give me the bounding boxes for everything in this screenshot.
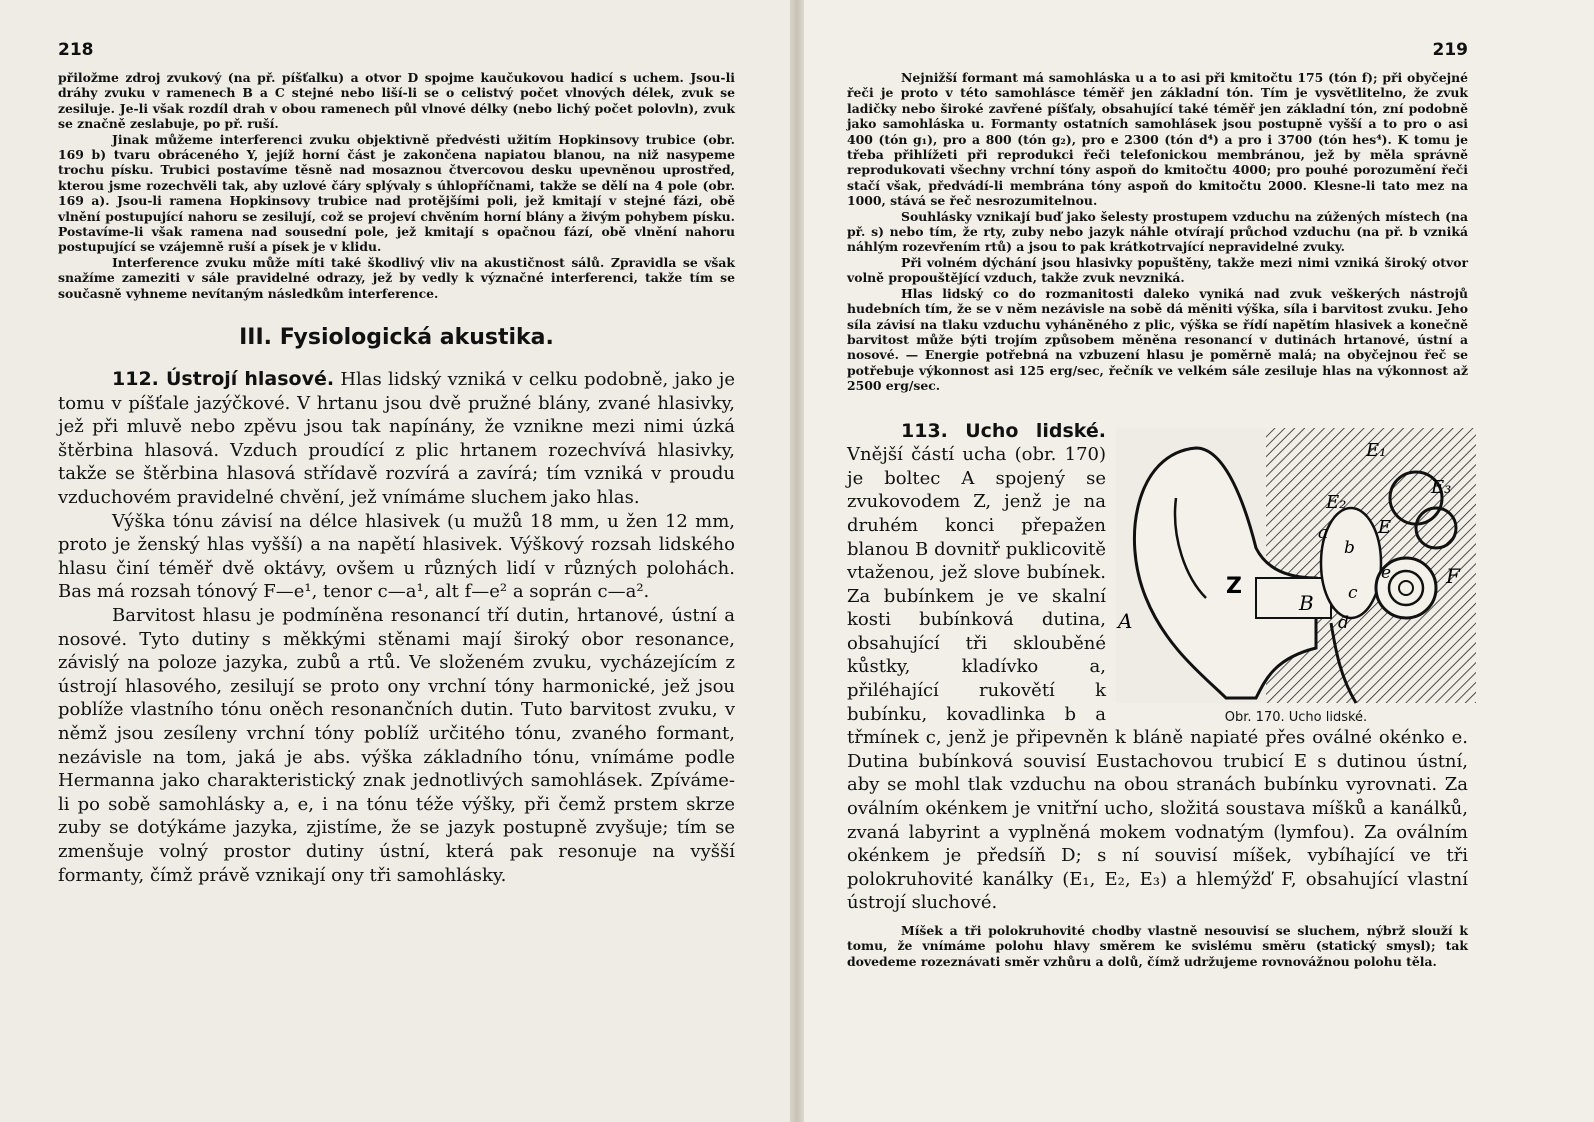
right-page <box>797 0 1594 1122</box>
paragraph: Nejnižší formant má samohláska u a to asi při kmitočtu 175 (tón f); při obyčejné řeči je proto v této samohlásce téměř jen základní tón. Tím je vysvětlitelno, že zvuk ladičky nebo široké zavřené píšťaly, obsahující také téměř jen základní tón, zní podobně jako samohláska u. Formanty ostatních samohlásek jsou postupně vyšší a to pro o asi 400 (tón g₁), pro a 800 (tón g₂), pro e 2300 (tón d⁴) a pro i 3700 (tón hes⁴). K tomu je třeba přihlížeti při reprodukci řeči telefonickou membránou, jež by měla správně reprodukovati všechny vrchní tóny aspoň do kmitočtu 4000; pro pouhé porozumění řeči stačí však, předvádí-li membrána tóny aspoň do kmitočtu 2000. Klesne-li tato mez na 1000, stává se řeč nesrozumitelnou. <box>847 70 1468 209</box>
label-B: B <box>1299 590 1314 615</box>
paragraph: Interference zvuku může míti také škodlivý vliv na akustičnost sálů. Zpravidla se však snažíme zameziti v sále pravidelné odrazy, jež by vedly k význačné interferenci, takže tím se současně vyhneme nevítaným následkům interference. <box>58 254 735 301</box>
label-d: d <box>1338 612 1349 633</box>
section-heading-112: 112. Ústrojí hlasové. <box>112 368 335 391</box>
label-E: E <box>1378 516 1392 538</box>
label-E2: E₂ <box>1326 491 1347 513</box>
paragraph-112 <box>58 368 735 510</box>
label-Z: Z <box>1226 573 1242 599</box>
section-heading-113: 113. Ucho lidské. <box>901 419 1106 442</box>
figure-ear <box>1116 428 1476 725</box>
paragraph: Při volném dýchání jsou hlasivky popuštěny, takže mezi nimi vzniká široký otvor volně propouštějící vzduch, takže zvuk nevzniká. <box>847 254 1468 286</box>
page-number-right: 219 <box>1432 40 1468 60</box>
label-E3: E₃ <box>1431 476 1452 498</box>
label-e: e <box>1381 562 1392 583</box>
ear-diagram <box>1116 428 1476 708</box>
label-a: a <box>1318 522 1329 543</box>
label-E1: E₁ <box>1366 439 1387 461</box>
section-title: III. Fysiologická akustika. <box>239 325 554 351</box>
paragraph-text: Vnější částí ucha (obr. 170) je boltec A spojený se zvukovodem Z, jenž je na druhém konci přepažen blanou B dovnitř puklicovitě vtaženou, jež slove bubínek. Za bubínkem je ve skalní kosti bubínková dutina, obsahující tři sklouběné kůstky, kladívko a, přiléhající rukovětí k bubínku, kovadlinka b a třmínek c, jenž je připevněn k bláně napiaté přes oválné okénko e. Dutina bubínková souvisí Eustachovou trubicí E s dutinou ústní, aby se mohl tlak vzduchu na obou stranách bubínku vyrovnati. Za oválním okénkem je vnitřní ucho, složitá soustava míšků a kanálků, zvaná labyrint a vyplněná mokem vodnatým (lymfou). Za oválním okénkem je předsíň D; s ní souvisí míšek, vybíhající ve tři polokruhovité kanálky (E₁, E₂, E₃) a hlemýžď F, obsahující vlastní ústrojí sluchové. <box>847 444 1468 914</box>
paragraph: Souhlásky vznikají buď jako šelesty prostupem vzduchu na zúžených místech (na př. s) nebo tím, že rty, zuby nebo jazyk náhle otvírají průchod vzduchu (na př. b vzniká náhlým rozevřením rtů) a jsou to pak krátkotrvající nepravidelné zvuky. <box>847 208 1468 255</box>
label-b: b <box>1344 537 1355 558</box>
paragraph: Barvitost hlasu je podmíněna resonancí tří dutin, hrtanové, ústní a nosové. Tyto dutiny s měkkými stěnami mají široký obor resonance, závislý na poloze jazyka, zubů a rtů. Ve složeném zvuku, vycházejícím z ústrojí hlasového, zesilují se proto ony vrchní tóny harmonické, jež jsou poblíže vlastního tónu oněch resonančních dutin. Tuto barvitost zvuku, v němž jsou zesíleny vrchní tóny poblíž určitého tónu, zvaného formant, nezávisle na tom, jaká je abs. výška základního tónu, vnímáme podle Hermanna jako charakteristický znak jednotlivých samohlásek. Zpíváme-li po sobě samohlásky a, e, i na tónu téže výšky, při čemž prstem skrze zuby se dotýkáme jazyka, zjistíme, že se jazyk postupně zvyšuje; tím se zmenšuje volný prostor dutiny ústní, která pak resonuje na vyšší formanty, čímž právě vznikají ony tři samohlásky. <box>58 605 735 886</box>
paragraph: Míšek a tři polokruhovité chodby vlastně nesouvisí se sluchem, nýbrž slouží k tomu, že vnímáme polohu hlavy směrem ke svislému směru (statický smysl); tak dovedeme rozeznávati směr vzhůru a dolů, čímž udržujeme rovnovážnou polohu těla. <box>847 923 1468 969</box>
paragraph: Jinak můžeme interferenci zvuku objektivně předvésti užitím Hopkinsovy trubice (obr. 169 b) tvaru obráceného Y, jejíž horní část je zakončena napiatou blanou, na niž nasypeme trochu písku. Trubici postavíme těsně nad mosaznou čtvercovou desku upevněnou uprostřed, kterou jsme rozechvěli tak, aby uzlové čáry splývaly s úhlopříčnami, takže se dělí na 4 pole (obr. 169 a). Jsou-li ramena Hopkinsovy trubice nad protějšími poli, jež kmitají v stejné fázi, obě vlnění postupující nahoru se zesilují, což se projeví chvěním horní blány a živým pohybem písku. Postavíme-li však ramena nad sousední pole, jež kmitají s opačnou fází, obě vlnění nahoru postupující se vzájemně ruší a písek je v klidu. <box>58 131 735 255</box>
paragraph: Hlas lidský co do rozmanitosti daleko vyniká nad zvuk veškerých nástrojů hudebních tím, že se v něm nezávisle na sobě dá měniti výška, síla i barvitost zvuku. Jeho síla závisí na tlaku vzduchu vyháněného z plic, výška se řídí napětím hlasivek a konečně barvitost může býti trojím způsobem měněna resonancí v dutinách hrtanové, ústní a nosové. — Energie potřebná na vzbuzení hlasu je poměrně malá; na obyčejnou řeč se potřebuje výkonnost asi 125 erg/sec, řečník ve velkém sále zesiluje hlas na výkonnost až 2500 erg/sec. <box>847 285 1468 394</box>
paragraph: přiložme zdroj zvukový (na př. píšťalku) a otvor D spojme kaučukovou hadicí s uchem. Jsou-li dráhy zvuku v ramenech B a C stejné nebo liší-li se o celistvý počet vlnových délek, zvuk se zesiluje. Je-li však rozdíl drah v obou ramenech půl vlnové délky (nebo lichý počet polovln), zvuk se značně zeslabuje, po př. ruší. <box>58 70 735 132</box>
label-F: F <box>1446 563 1460 588</box>
paragraph-text: Hlas lidský vzniká v celku podobně, jako je tomu v píšťale jazýčkové. V hrtanu jsou dvě pružné blány, zvané hlasivky, jež při mluvě nebo zpěvu jsou tak napínány, že vznikne mezi nimi úzká štěrbina hlasová. Vzduch proudící z plic hrtanem rozechvívá hlasivky, takže se štěrbina hlasová střídavě rozvírá a zavírá; tím vzniká v proudu vzduchovém pravidelné chvění, jež vnímáme sluchem jako hlas. <box>58 369 735 509</box>
page-number-left: 218 <box>58 40 94 60</box>
book-gutter <box>790 0 804 1122</box>
label-c: c <box>1348 582 1358 603</box>
label-A: A <box>1118 608 1133 633</box>
figure-caption: Obr. 170. Ucho lidské. <box>1224 709 1368 725</box>
paragraph: Výška tónu závisí na délce hlasivek (u mužů 18 mm, u žen 12 mm, proto je ženský hlas vyšší) a na napětí hlasivek. Výškový rozsah lidského hlasu činí téměř dvě oktávy, ovšem u různých lidí v různých polohách. Bas má rozsah tónový F—e¹, tenor c—a¹, alt f—e² a soprán c—a². <box>58 510 735 603</box>
